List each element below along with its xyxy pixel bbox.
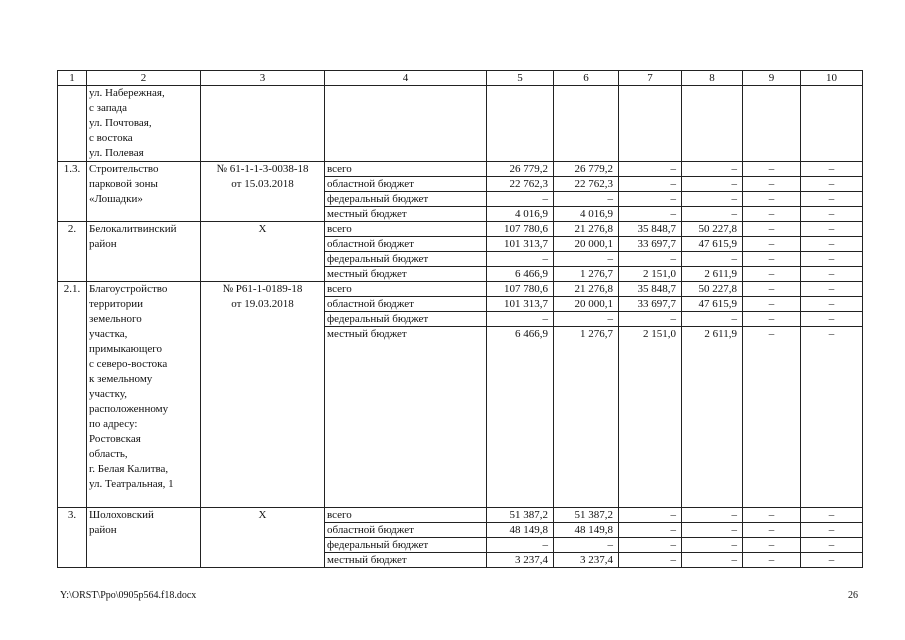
amount-cell: –	[682, 252, 743, 267]
column-number: 2	[87, 71, 201, 86]
amount-cell: –	[743, 252, 801, 267]
amount-cell: 33 697,7	[619, 297, 682, 312]
amount-cell: –	[743, 327, 801, 508]
amount-cell: –	[487, 252, 554, 267]
cont-empty-cell	[487, 86, 554, 162]
amount-cell: –	[619, 207, 682, 222]
amount-cell: –	[743, 177, 801, 192]
amount-cell: 2 611,9	[682, 327, 743, 508]
amount-cell: –	[743, 192, 801, 207]
amount-cell: –	[619, 162, 682, 177]
funding-source: всего	[325, 282, 487, 297]
text-line: Шолоховский	[89, 509, 154, 521]
amount-cell: –	[743, 553, 801, 568]
funding-source: областной бюджет	[325, 177, 487, 192]
amount-cell: 101 313,7	[487, 237, 554, 252]
text-line: № 61-1-1-3-0038-18	[216, 163, 309, 175]
amount-cell: 50 227,8	[682, 282, 743, 297]
text-line: Белокалитвинский	[89, 223, 177, 235]
amount-cell: 3 237,4	[487, 553, 554, 568]
budget-table	[57, 70, 863, 568]
amount-cell: –	[743, 207, 801, 222]
amount-cell: –	[619, 553, 682, 568]
amount-cell: 35 848,7	[619, 222, 682, 237]
amount-cell: –	[619, 312, 682, 327]
footer-file-path: Y:\ORST\Ppo\0905p564.f18.docx	[60, 590, 197, 601]
amount-cell: –	[682, 192, 743, 207]
text-line: район	[89, 238, 117, 250]
amount-cell: –	[743, 237, 801, 252]
text-line: область,	[89, 448, 128, 460]
amount-cell: 3 237,4	[554, 553, 619, 568]
text-line: расположенному	[89, 403, 169, 415]
amount-cell: –	[801, 252, 863, 267]
text-line: к земельному	[89, 373, 153, 385]
amount-cell: 20 000,1	[554, 237, 619, 252]
amount-cell: –	[801, 538, 863, 553]
amount-cell: –	[801, 312, 863, 327]
funding-source: всего	[325, 222, 487, 237]
amount-cell: 107 780,6	[487, 282, 554, 297]
amount-cell: –	[801, 192, 863, 207]
cont-empty-cell	[619, 86, 682, 162]
amount-cell: –	[682, 553, 743, 568]
text-line: Благоустройство	[89, 283, 168, 295]
amount-cell: –	[743, 312, 801, 327]
funding-source: всего	[325, 162, 487, 177]
column-number: 10	[801, 71, 863, 86]
amount-cell: –	[682, 538, 743, 553]
text-line: участку,	[89, 388, 127, 400]
column-number: 4	[325, 71, 487, 86]
amount-cell: –	[619, 508, 682, 523]
text-line: ул. Театральная, 1	[89, 478, 174, 490]
amount-cell: 26 779,2	[554, 162, 619, 177]
text-line: от 19.03.2018	[231, 298, 294, 310]
funding-source: федеральный бюджет	[325, 192, 487, 207]
amount-cell: –	[801, 162, 863, 177]
amount-cell: –	[619, 192, 682, 207]
column-number: 8	[682, 71, 743, 86]
funding-source: федеральный бюджет	[325, 538, 487, 553]
amount-cell: –	[801, 267, 863, 282]
funding-source: областной бюджет	[325, 237, 487, 252]
funding-source: федеральный бюджет	[325, 312, 487, 327]
amount-cell: –	[487, 538, 554, 553]
amount-cell: –	[801, 207, 863, 222]
item-number: 2.	[58, 222, 87, 282]
funding-source: местный бюджет	[325, 553, 487, 568]
amount-cell: –	[743, 267, 801, 282]
amount-cell: –	[554, 538, 619, 553]
cont-empty-cell	[201, 86, 325, 162]
text-line: с запада	[89, 102, 127, 114]
amount-cell: –	[801, 523, 863, 538]
cont-name-cell	[87, 86, 201, 162]
amount-cell: 21 276,8	[554, 222, 619, 237]
text-line: ул. Полевая	[89, 147, 144, 159]
amount-cell: 22 762,3	[554, 177, 619, 192]
text-line: Строительство	[89, 163, 159, 175]
item-name	[87, 162, 201, 222]
column-number: 9	[743, 71, 801, 86]
column-number: 6	[554, 71, 619, 86]
budget-row	[58, 222, 863, 237]
amount-cell: 47 615,9	[682, 297, 743, 312]
amount-cell: –	[619, 538, 682, 553]
document-reference	[201, 282, 325, 508]
text-line: парковой зоны	[89, 178, 158, 190]
cont-empty-cell	[743, 86, 801, 162]
amount-cell: 1 276,7	[554, 327, 619, 508]
text-line: г. Белая Калитва,	[89, 463, 169, 475]
amount-cell: 2 151,0	[619, 267, 682, 282]
amount-cell: 51 387,2	[487, 508, 554, 523]
funding-source: всего	[325, 508, 487, 523]
continuation-row	[58, 86, 863, 162]
column-number: 5	[487, 71, 554, 86]
amount-cell: 51 387,2	[554, 508, 619, 523]
amount-cell: –	[801, 327, 863, 508]
text-line: ул. Почтовая,	[89, 117, 152, 129]
document-reference	[201, 162, 325, 222]
amount-cell: –	[801, 237, 863, 252]
amount-cell: –	[743, 222, 801, 237]
amount-cell: –	[743, 162, 801, 177]
text-line: Х	[258, 223, 267, 235]
item-number: 2.1.	[58, 282, 87, 508]
text-line: от 15.03.2018	[231, 178, 294, 190]
amount-cell: –	[487, 192, 554, 207]
budget-row	[58, 282, 863, 297]
amount-cell: 33 697,7	[619, 237, 682, 252]
amount-cell: 4 016,9	[554, 207, 619, 222]
amount-cell: –	[743, 538, 801, 553]
item-name	[87, 282, 201, 508]
amount-cell: –	[801, 508, 863, 523]
amount-cell: 48 149,8	[554, 523, 619, 538]
amount-cell: –	[554, 252, 619, 267]
cont-empty-cell	[801, 86, 863, 162]
funding-source: местный бюджет	[325, 267, 487, 282]
funding-source: местный бюджет	[325, 327, 487, 508]
footer-page-number: 26	[848, 590, 858, 601]
item-number: 3.	[58, 508, 87, 568]
amount-cell: 26 779,2	[487, 162, 554, 177]
column-number-row	[58, 71, 863, 86]
text-line: по адресу:	[89, 418, 138, 430]
amount-cell: –	[682, 523, 743, 538]
text-line: Х	[258, 509, 267, 521]
item-number: 1.3.	[58, 162, 87, 222]
text-line: «Лошадки»	[89, 193, 143, 205]
amount-cell: 4 016,9	[487, 207, 554, 222]
table-body	[58, 71, 863, 568]
item-name	[87, 222, 201, 282]
amount-cell: 101 313,7	[487, 297, 554, 312]
text-line: район	[89, 524, 117, 536]
funding-source: местный бюджет	[325, 207, 487, 222]
amount-cell: –	[682, 508, 743, 523]
amount-cell: –	[743, 508, 801, 523]
text-line: с северо-востока	[89, 358, 168, 370]
text-line: с востока	[89, 132, 133, 144]
amount-cell: –	[743, 297, 801, 312]
text-line: участка,	[89, 328, 128, 340]
column-number: 7	[619, 71, 682, 86]
column-number: 1	[58, 71, 87, 86]
amount-cell: 107 780,6	[487, 222, 554, 237]
amount-cell: –	[801, 282, 863, 297]
document-reference	[201, 222, 325, 282]
cont-empty-cell	[682, 86, 743, 162]
funding-source: областной бюджет	[325, 297, 487, 312]
amount-cell: 6 466,9	[487, 267, 554, 282]
amount-cell: –	[554, 192, 619, 207]
amount-cell: 2 611,9	[682, 267, 743, 282]
amount-cell: –	[743, 523, 801, 538]
amount-cell: –	[682, 162, 743, 177]
cont-empty-cell	[325, 86, 487, 162]
amount-cell: –	[682, 207, 743, 222]
cont-empty-cell	[554, 86, 619, 162]
funding-source: областной бюджет	[325, 523, 487, 538]
amount-cell: 20 000,1	[554, 297, 619, 312]
text-line: № Р61-1-0189-18	[222, 283, 303, 295]
amount-cell: 35 848,7	[619, 282, 682, 297]
amount-cell: 47 615,9	[682, 237, 743, 252]
budget-row	[58, 508, 863, 523]
funding-source: федеральный бюджет	[325, 252, 487, 267]
amount-cell: –	[619, 177, 682, 192]
amount-cell: 21 276,8	[554, 282, 619, 297]
column-number: 3	[201, 71, 325, 86]
amount-cell: –	[801, 553, 863, 568]
document-reference	[201, 508, 325, 568]
amount-cell: 6 466,9	[487, 327, 554, 508]
amount-cell: 22 762,3	[487, 177, 554, 192]
amount-cell: 48 149,8	[487, 523, 554, 538]
amount-cell: –	[682, 177, 743, 192]
amount-cell: 2 151,0	[619, 327, 682, 508]
budget-row	[58, 162, 863, 177]
amount-cell: –	[554, 312, 619, 327]
text-line: ул. Набережная,	[89, 87, 165, 99]
item-name	[87, 508, 201, 568]
amount-cell: –	[801, 177, 863, 192]
cont-num-cell	[58, 86, 87, 162]
text-line: Ростовская	[89, 433, 141, 445]
amount-cell: –	[743, 282, 801, 297]
amount-cell: 1 276,7	[554, 267, 619, 282]
amount-cell: –	[487, 312, 554, 327]
amount-cell: –	[682, 312, 743, 327]
amount-cell: –	[619, 252, 682, 267]
amount-cell: 50 227,8	[682, 222, 743, 237]
amount-cell: –	[801, 297, 863, 312]
amount-cell: –	[619, 523, 682, 538]
text-line: территории	[89, 298, 144, 310]
text-line: земельного	[89, 313, 142, 325]
amount-cell: –	[801, 222, 863, 237]
text-line: примыкающего	[89, 343, 162, 355]
